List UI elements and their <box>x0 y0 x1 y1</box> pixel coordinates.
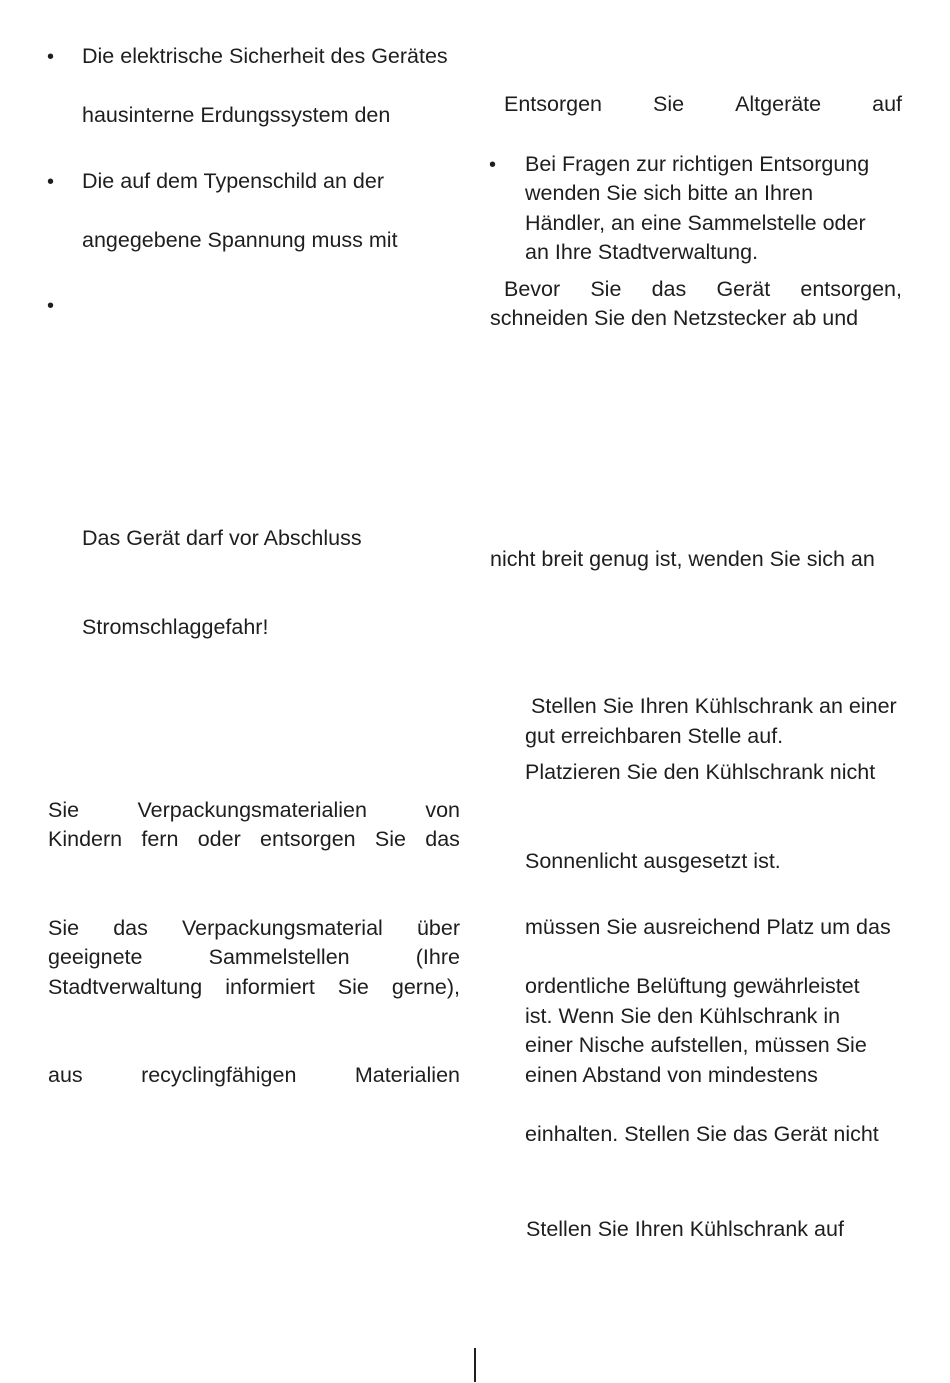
text-line: ordentliche Belüftung gewährleistet <box>525 974 860 998</box>
word: gerne), <box>391 975 460 999</box>
word: entsorgen <box>260 827 356 851</box>
text-line: Stromschlaggefahr! <box>82 615 269 639</box>
word: das <box>113 916 148 940</box>
text-line: wenden Sie sich bitte an Ihren <box>525 181 814 205</box>
bullet-marker: • <box>47 46 55 68</box>
word: Verpackungsmaterial <box>182 916 383 940</box>
word: von <box>425 798 460 822</box>
word: recyclingfähigen <box>141 1063 297 1087</box>
word: Sie <box>374 827 406 851</box>
text-line: Das Gerät darf vor Abschluss <box>82 526 362 550</box>
text-line: Platzieren Sie den Kühlschrank nicht <box>525 760 876 784</box>
justified-line <box>48 796 460 826</box>
text-line: gut erreichbaren Stelle auf. <box>525 724 784 748</box>
justified-line <box>48 1061 460 1091</box>
word: Bevor <box>504 277 561 301</box>
word: oder <box>197 827 241 851</box>
bullet-marker: • <box>47 171 55 193</box>
word: Sie <box>590 277 622 301</box>
word: entsorgen, <box>800 277 902 301</box>
justified-line <box>48 943 460 973</box>
text-line: Stellen Sie Ihren Kühlschrank auf <box>526 1217 844 1241</box>
word: das <box>651 277 687 301</box>
word: Sie <box>337 975 369 999</box>
word: über <box>416 916 460 940</box>
text-line: einer Nische aufstellen, müssen Sie <box>525 1033 867 1057</box>
word: Verpackungsmaterialien <box>137 798 367 822</box>
text-line: einen Abstand von mindestens <box>525 1063 818 1087</box>
word: informiert <box>225 975 315 999</box>
text-line: müssen Sie ausreichend Platz um das <box>525 915 891 939</box>
word: Altgeräte <box>735 92 822 116</box>
word: Sammelstellen <box>208 945 350 969</box>
text-line: Die elektrische Sicherheit des Gerätes <box>82 44 448 68</box>
justified-line <box>504 90 902 120</box>
word: Entsorgen <box>504 92 603 116</box>
word: geeignete <box>48 945 143 969</box>
word: Sie <box>653 92 685 116</box>
justified-line <box>48 973 460 1003</box>
word: Sie <box>48 798 80 822</box>
word: Materialien <box>354 1063 460 1087</box>
word: das <box>425 827 460 851</box>
word: Stadtverwaltung <box>48 975 203 999</box>
word: aus <box>48 1063 83 1087</box>
text-line: angegebene Spannung muss mit <box>82 228 398 252</box>
text-line: einhalten. Stellen Sie das Gerät nicht <box>525 1122 879 1146</box>
text-line: Die auf dem Typenschild an der <box>82 169 384 193</box>
justified-line <box>48 825 460 855</box>
word: Kindern <box>48 827 123 851</box>
text-line: an Ihre Stadtverwaltung. <box>525 240 759 264</box>
word: auf <box>872 92 902 116</box>
justified-line <box>504 275 902 305</box>
text-line: hausinterne Erdungssystem den <box>82 103 391 127</box>
text-line: schneiden Sie den Netzstecker ab und <box>490 306 859 330</box>
word: Gerät <box>716 277 771 301</box>
text-line: Händler, an eine Sammelstelle oder <box>525 211 866 235</box>
bullet-marker: • <box>47 295 55 317</box>
word: (Ihre <box>415 945 460 969</box>
text-line: Stellen Sie Ihren Kühlschrank an einer <box>531 694 897 718</box>
text-line: ist. Wenn Sie den Kühlschrank in <box>525 1004 841 1028</box>
text-line: nicht breit genug ist, wenden Sie sich an <box>490 547 875 571</box>
justified-line <box>48 914 460 944</box>
page-divider-line <box>474 1348 476 1382</box>
text-line: Bei Fragen zur richtigen Entsorgung <box>525 152 870 176</box>
bullet-marker: • <box>489 154 497 176</box>
word: fern <box>141 827 179 851</box>
word: Sie <box>48 916 80 940</box>
text-line: Sonnenlicht ausgesetzt ist. <box>525 849 781 873</box>
